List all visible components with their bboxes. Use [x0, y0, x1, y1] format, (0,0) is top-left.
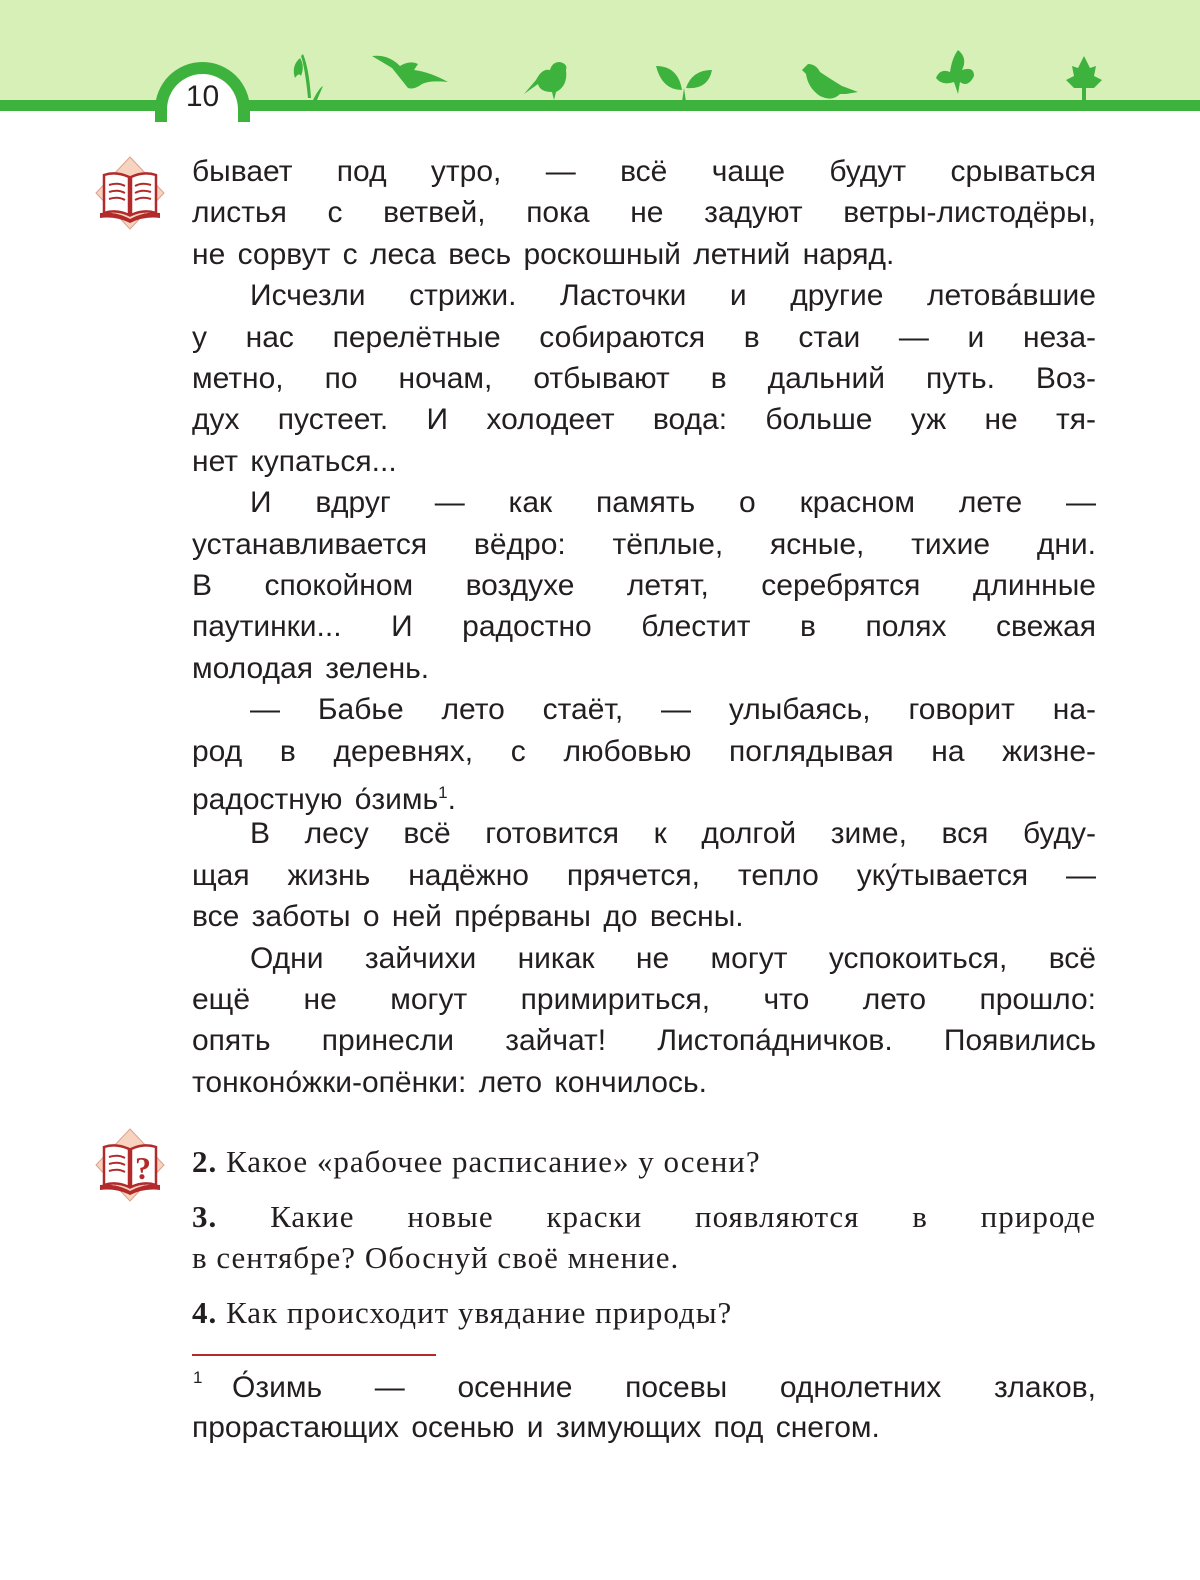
text-line: [192, 735, 1096, 769]
text-line: [250, 693, 1096, 727]
line-text: щая жизнь надёжно прячется, тепло уку́тывается —: [192, 858, 1096, 892]
text-line: [192, 403, 1096, 437]
text-line: [192, 155, 1096, 189]
text-line: [250, 817, 1096, 851]
question-number: 4.: [192, 1295, 218, 1330]
small-bird-icon: [520, 58, 570, 103]
text-line: [192, 238, 1096, 272]
line-text: у нас перелётные собираются в стаи — и неза-: [192, 320, 1096, 354]
line-text: дух пустеет. И холодеет вода: больше уж не тя-: [192, 403, 1096, 437]
text-line: [192, 1024, 1096, 1058]
snowdrop-icon: [283, 48, 333, 103]
text-line: [192, 983, 1096, 1017]
text-line: [192, 528, 1096, 562]
text-line: [192, 321, 1096, 355]
line-text: Одни зайчихи никак не могут успокоиться, всё: [250, 941, 1096, 975]
text-line: [250, 486, 1096, 520]
line-text: все заботы о ней пре́рваны до весны.: [192, 900, 744, 934]
line-text: Исчезли стрижи. Ласточки и другие летова́вшие: [250, 279, 1096, 313]
text-line: [192, 776, 1096, 817]
question-text: Как происходит увядание природы?: [226, 1295, 733, 1330]
line-text: В лесу всё готовится к долгой зиме, вся буду-: [250, 817, 1096, 851]
text-line: [192, 900, 1096, 934]
question-3-line-2: [192, 1240, 1096, 1276]
line-text: паутинки... И радостно блестит в полях свежая: [192, 610, 1096, 644]
line-text: тонконо́жки-опёнки: лето кончилось.: [192, 1065, 707, 1099]
leaf-icon: [1064, 54, 1106, 102]
question-text: Какое «рабочее расписание» у осени?: [226, 1144, 761, 1179]
footnote-line: О́зимь — осенние посевы однолетних злаков,: [232, 1371, 1096, 1404]
text-line: [192, 196, 1096, 230]
butterfly-icon: [932, 48, 980, 96]
line-text: И вдруг — как память о красном лете —: [250, 486, 1096, 520]
line-text: опять принесли зайчат! Листопа́дничков. Появились: [192, 1024, 1096, 1058]
line-text: метно, по ночам, отбывают в дальний путь. Воз-: [192, 362, 1096, 395]
text-line: [192, 652, 1096, 686]
line-text: нет купаться...: [192, 444, 397, 478]
open-book-icon: [94, 155, 166, 231]
question-number: 3.: [192, 1199, 218, 1234]
flying-bird-icon: [370, 48, 450, 93]
sprout-icon: [652, 62, 714, 102]
footnote-mark: 1: [193, 1368, 203, 1387]
text-line: [192, 610, 1096, 644]
question-2: [192, 1144, 1096, 1180]
text-line: [250, 279, 1096, 313]
text-line: [192, 1066, 1096, 1100]
question-number: 2.: [192, 1144, 218, 1179]
line-text: род в деревнях, с любовью поглядывая на жизне-: [192, 734, 1096, 768]
line-text: бывает под утро, — всё чаще будут срываться: [192, 155, 1096, 188]
line-text: не сорвут с леса весь роскошный летний наряд.: [192, 237, 895, 271]
text-line: [192, 362, 1096, 396]
book-question-icon: [94, 1127, 166, 1203]
line-text: В спокойном воздухе летят, серебрятся длинные: [192, 569, 1096, 602]
page-number: 10: [185, 80, 220, 113]
question-text: Какие новые краски появляются в природе: [270, 1199, 1097, 1234]
question-4: [192, 1295, 1096, 1331]
line-text: — Бабье лето стаёт, — улыбаясь, говорит на-: [250, 693, 1096, 727]
svg-text:?: ?: [135, 1150, 151, 1186]
text-line: [192, 859, 1096, 893]
sparrow-icon: [798, 60, 860, 102]
line-text: радостную о́зимь: [192, 783, 439, 816]
line-text: листья с ветвей, пока не задуют ветры-листодёры,: [192, 196, 1096, 230]
text-line: [192, 445, 1096, 479]
punctuation: .: [447, 783, 456, 816]
question-3: [192, 1199, 1096, 1235]
footnote-ref: 1: [438, 783, 448, 802]
line-text: молодая зелень.: [192, 651, 430, 685]
text-line: [250, 942, 1096, 976]
text-line: [192, 569, 1096, 603]
line-text: ещё не могут примириться, что лето прошло:: [192, 983, 1096, 1016]
footnote-rule: [192, 1354, 436, 1356]
question-text: в сентябре? Обоснуй своё мнение.: [192, 1240, 680, 1275]
footnote-line: прорастающих осенью и зимующих под снегом.: [192, 1411, 880, 1444]
line-text: устанавливается вёдро: тёплые, ясные, тихие дни.: [192, 527, 1096, 561]
